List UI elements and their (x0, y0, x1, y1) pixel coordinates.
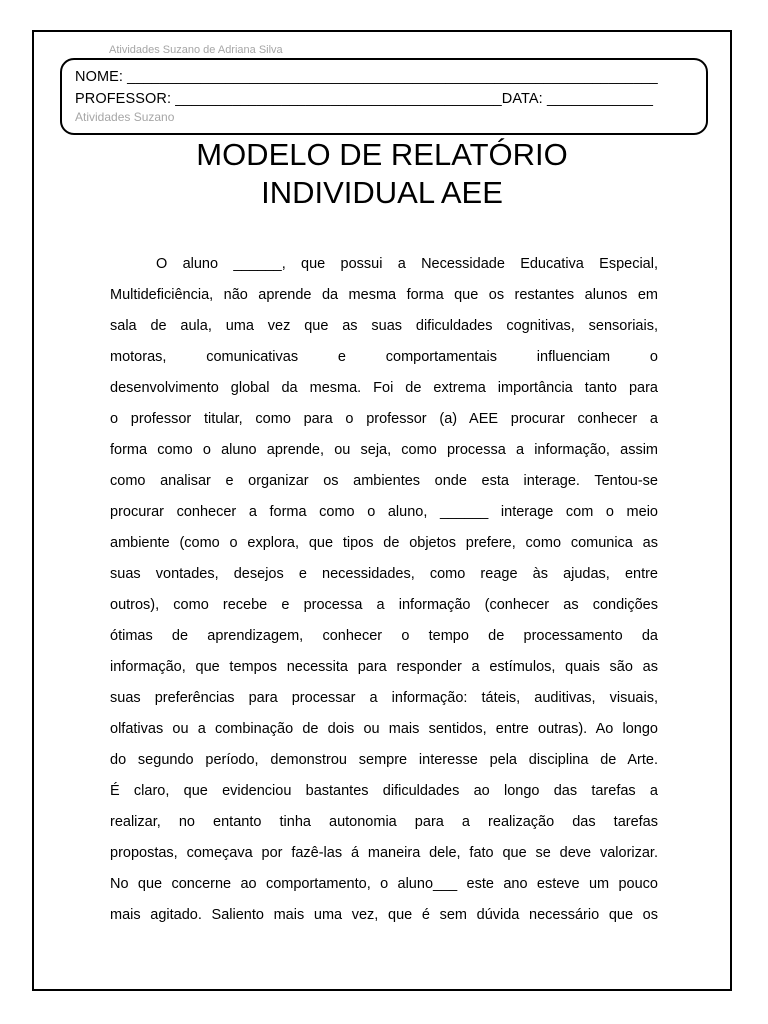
nome-field-line: NOME: _________________________________________________________________ (75, 69, 658, 85)
title-line-1: MODELO DE RELATÓRIO (196, 137, 568, 172)
paragraph-line: informação, que tempos necessita para responder a estímulos, quais são as (110, 659, 658, 675)
paragraph-line: forma como o aluno aprende, ou seja, como processa a informação, assim (110, 442, 658, 458)
paragraph-line: sala de aula, uma vez que as suas dificuldades cognitivas, sensoriais, (110, 318, 658, 334)
paragraph-line: propostas, começava por fazê-las á maneira dele, fato que se deve valorizar. (110, 845, 658, 861)
paragraph-line: ambiente (como o explora, que tipos de objetos prefere, como comunica as (110, 535, 658, 551)
paragraph-line: procurar conhecer a forma como o aluno, ______ interage com o meio (110, 504, 658, 520)
title-line-2: INDIVIDUAL AEE (261, 175, 503, 210)
header-watermark: Atividades Suzano (75, 110, 175, 124)
paragraph-line: o professor titular, como para o professor (a) AEE procurar conhecer a (110, 411, 658, 427)
document-title (32, 136, 732, 212)
paragraph-line: No que concerne ao comportamento, o aluno___ este ano esteve um pouco (110, 876, 658, 892)
paragraph-line: outros), como recebe e processa a informação (conhecer as condições (110, 597, 658, 613)
top-watermark: Atividades Suzano de Adriana Silva (109, 44, 283, 56)
paragraph-line: olfativas ou a combinação de dois ou mais sentidos, entre outras). Ao longo (110, 721, 658, 737)
student-info-box (60, 58, 708, 135)
paragraph-line: como analisar e organizar os ambientes onde esta interage. Tentou-se (110, 473, 658, 489)
professor-date-field-line: PROFESSOR: ________________________________________DATA: _____________ (75, 91, 654, 107)
paragraph-line: Multideficiência, não aprende da mesma forma que os restantes alunos em (110, 287, 658, 303)
paragraph-line: ótimas de aprendizagem, conhecer o tempo de processamento da (110, 628, 658, 644)
paragraph-line: desenvolvimento global da mesma. Foi de extrema importância tanto para (110, 380, 658, 396)
paragraph-line: suas vontades, desejos e necessidades, como reage às ajudas, entre (110, 566, 658, 582)
paragraph-line: O aluno ______, que possui a Necessidade Educativa Especial, (156, 256, 658, 272)
paragraph-line: É claro, que evidenciou bastantes dificuldades ao longo das tarefas a (110, 783, 658, 799)
paragraph-line: do segundo período, demonstrou sempre interesse pela disciplina de Arte. (110, 752, 658, 768)
paragraph-line: suas preferências para processar a informação: táteis, auditivas, visuais, (110, 690, 658, 706)
paragraph-line: realizar, no entanto tinha autonomia para a realização das tarefas (110, 814, 658, 830)
report-body-paragraph (110, 249, 658, 931)
paragraph-line: motoras, comunicativas e comportamentais influenciam o (110, 349, 658, 365)
paragraph-line: mais agitado. Saliento mais uma vez, que é sem dúvida necessário que os (110, 907, 658, 923)
